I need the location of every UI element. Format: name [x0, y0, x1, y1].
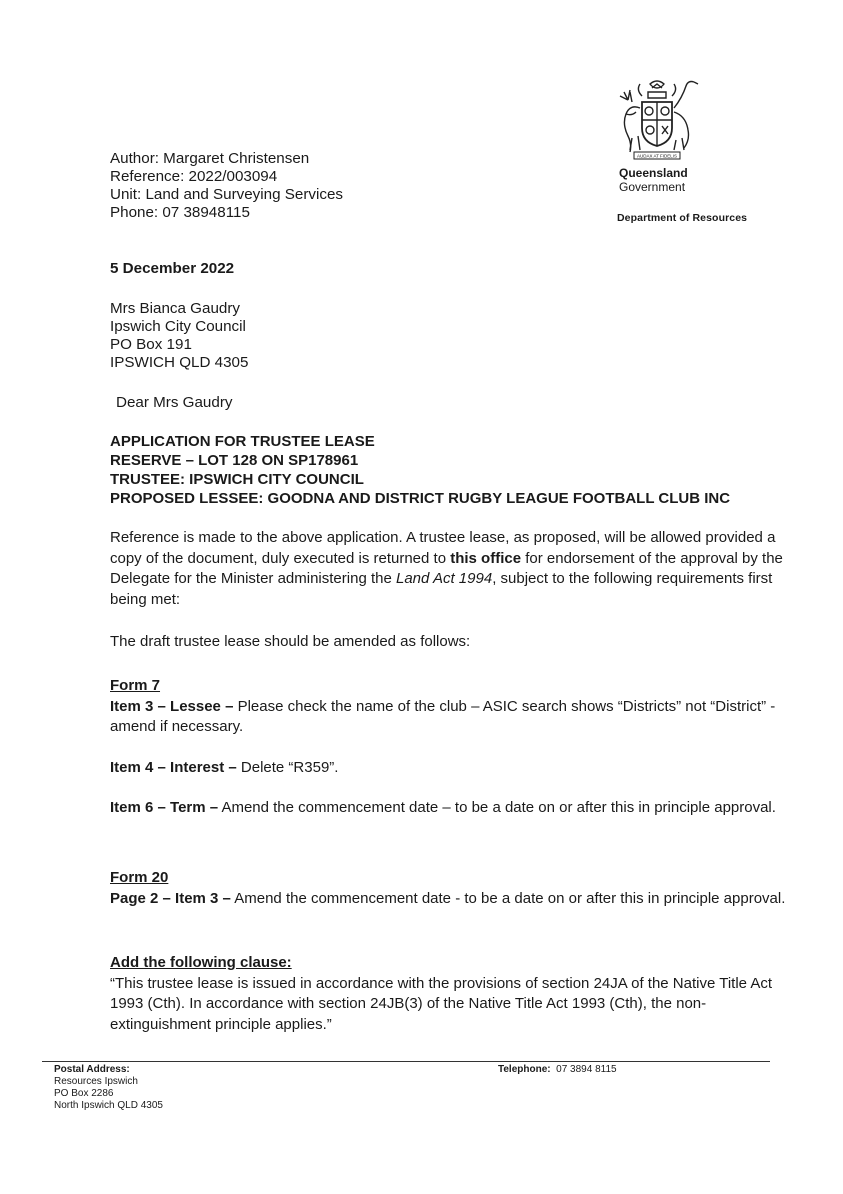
footer-divider	[42, 1061, 770, 1062]
department-name: Department of Resources	[617, 212, 748, 224]
letter-body	[110, 528, 790, 1033]
draft-intro-paragraph: The draft trustee lease should be amended as follows:	[110, 633, 471, 650]
letter-date: 5 December 2022	[110, 260, 235, 277]
intro-italic-text: Land Act 1994	[395, 570, 493, 587]
unit-line: Unit: Land and Surveying Services	[110, 186, 344, 203]
form7-item6	[110, 798, 790, 819]
queensland-government-logo	[606, 78, 756, 194]
subject-line-4: PROPOSED LESSEE: GOODNA AND DISTRICT RUGBY LEAGUE FOOTBALL CLUB INC	[110, 490, 731, 507]
intro-text-2: for endorsement of the approval by the Delegate for the Minister administering the	[110, 549, 783, 587]
subject-line-3: TRUSTEE: IPSWICH CITY COUNCIL	[110, 471, 364, 488]
intro-text-3: , subject to the following requirements first being met:	[110, 570, 773, 608]
addressee-city: IPSWICH QLD 4305	[110, 354, 249, 371]
form7-section	[110, 676, 790, 819]
intro-bold-text: this office	[450, 549, 522, 567]
form20-heading: Form 20	[110, 869, 169, 886]
item4-label: Item 4 – Interest –	[110, 758, 237, 776]
author-block	[110, 150, 343, 222]
form20-item	[110, 889, 785, 910]
clause-section	[110, 953, 790, 1035]
postal-line-2: PO Box 2286	[54, 1088, 114, 1099]
form7-item4	[110, 758, 790, 779]
intro-paragraph	[110, 528, 790, 610]
addressee-box: PO Box 191	[110, 336, 192, 353]
item4-text: Delete “R359”.	[236, 758, 339, 776]
form20-item-text: Amend the commencement date - to be a date on or after this in principle approval.	[230, 889, 786, 907]
postal-address-label: Postal Address:	[54, 1064, 130, 1075]
coat-of-arms-icon	[612, 78, 702, 164]
postal-line-1: Resources Ipswich	[54, 1076, 138, 1087]
clause-text: “This trustee lease is issued in accordance with the provisions of section 24JA of the Native Title Act 1993 (Cth). In accordance with section 24JB(3) of the Native Title Act 1993 (Cth), the non-extinguishment principle applies.”	[110, 974, 772, 1033]
subject-line-1: APPLICATION FOR TRUSTEE LEASE	[110, 433, 375, 450]
intro-text-1: Reference is made to the above application. A trustee lease, as proposed, will be allowed provided a copy of the document, duly executed is returned to	[110, 529, 776, 567]
subject-block	[110, 432, 730, 508]
addressee-org: Ipswich City Council	[110, 318, 246, 335]
telephone-label: Telephone:	[498, 1064, 551, 1075]
form7-item3	[110, 697, 790, 738]
postal-address-block	[54, 1064, 163, 1112]
addressee-name: Mrs Bianca Gaudry	[110, 300, 240, 317]
addressee-block	[110, 300, 248, 372]
form7-heading: Form 7	[110, 677, 161, 694]
brand-name: Queensland	[619, 166, 688, 180]
telephone-value: 07 3894 8115	[556, 1064, 617, 1075]
brand-subtitle: Government	[619, 180, 686, 194]
crest-motto: AUDAX AT FIDELIS	[636, 153, 678, 159]
clause-heading: Add the following clause:	[110, 954, 292, 971]
telephone-block	[498, 1064, 617, 1075]
item3-text: Please check the name of the club – ASIC search shows “Districts” not “District” - amend if necessary.	[110, 697, 776, 735]
salutation: Dear Mrs Gaudry	[116, 394, 233, 411]
phone-line: Phone: 07 38948115	[110, 204, 250, 221]
form20-section	[110, 868, 785, 909]
subject-line-2: RESERVE – LOT 128 ON SP178961	[110, 452, 359, 469]
item3-label: Item 3 – Lessee –	[110, 697, 234, 715]
reference-line: Reference: 2022/003094	[110, 168, 278, 185]
item6-text: Amend the commencement date – to be a date on or after this in principle approval.	[218, 799, 776, 816]
postal-line-3: North Ipswich QLD 4305	[54, 1100, 163, 1111]
author-line: Author: Margaret Christensen	[110, 150, 310, 167]
item6-label: Item 6 – Term –	[110, 799, 219, 816]
form20-item-label: Page 2 – Item 3 –	[110, 889, 231, 907]
